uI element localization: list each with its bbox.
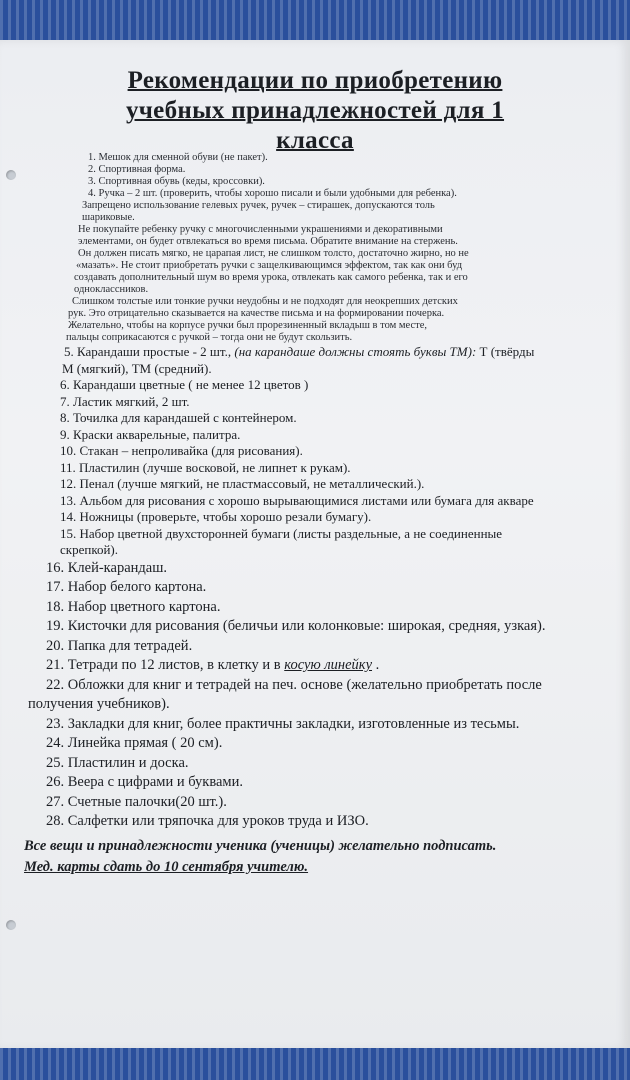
title-line-3: класса bbox=[276, 127, 354, 154]
list-item: 10. Стакан – непроливайка (для рисования). bbox=[60, 443, 303, 458]
list-item: одноклассников. bbox=[74, 284, 149, 295]
list-item: создавать дополнительный шум во время урока, отвлекать как самого ребенка, так и его bbox=[74, 272, 468, 283]
list-item: Запрещено использование гелевых ручек, ручек – стирашек, допускаются толь bbox=[82, 200, 435, 211]
list-item: Он должен писать мягко, не царапая лист, не слишком толсто, достаточно жирно, но не bbox=[78, 248, 469, 259]
document-page bbox=[0, 40, 630, 1050]
list-item-5: 5. Карандаши простые - 2 шт., (на карандаше должны стоять буквы ТМ): Т (твёрды bbox=[64, 344, 535, 359]
footer-line-1: Все вещи и принадлежности ученика (ученицы) желательно подписать. bbox=[24, 837, 497, 854]
title-line-2: учебных принадлежностей для 1 bbox=[125, 97, 505, 124]
punch-hole bbox=[6, 920, 16, 930]
list-item: 18. Набор цветного картона. bbox=[46, 598, 221, 615]
list-item: Не покупайте ребенку ручку с многочисленными украшениями и декоративными bbox=[78, 224, 443, 235]
list-item: пальцы соприкасаются с ручкой – тогда они не будут скользить. bbox=[66, 332, 353, 343]
list-item: 16. Клей-карандаш. bbox=[46, 559, 167, 576]
list-item: «мазать». Не стоит приобретать ручки с защелкивающимся эффектом, так как они буд bbox=[76, 260, 463, 271]
list-item: 14. Ножницы (проверьте, чтобы хорошо резали бумагу). bbox=[60, 509, 372, 524]
list-item: 13. Альбом для рисования с хорошо вырывающимися листами или бумага для акваре bbox=[60, 492, 534, 508]
list-item: 20. Папка для тетрадей. bbox=[46, 637, 193, 654]
footer-notes bbox=[24, 836, 624, 878]
list-item: 4. Ручка – 2 шт. (проверить, чтобы хорошо писали и были удобными для ребенка). bbox=[88, 188, 457, 199]
list-item: Слишком толстые или тонкие ручки неудобны и не подходят для неокрепших детских bbox=[72, 296, 458, 307]
list-item: 6. Карандаши цветные ( не менее 12 цветов ) bbox=[60, 377, 309, 392]
list-item: скрепкой). bbox=[60, 542, 119, 557]
list-item: 7. Ластик мягкий, 2 шт. bbox=[60, 393, 190, 409]
list-item: 28. Салфетки или тряпочка для уроков труда и ИЗО. bbox=[46, 813, 369, 829]
list-item-21: 21. Тетради по 12 листов, в клетку и в косую линейку . bbox=[46, 657, 380, 673]
list-item: 19. Кисточки для рисования (беличьи или колонковые: широкая, средняя, узкая). bbox=[46, 618, 546, 634]
list-item: 8. Точилка для карандашей с контейнером. bbox=[60, 410, 297, 425]
list-item: получения учебников). bbox=[28, 696, 170, 712]
list-item: 23. Закладки для книг, более практичны закладки, изготовленные из тесьмы. bbox=[46, 715, 520, 732]
footer-line-2: Мед. карты сдать до 10 сентября учителю. bbox=[24, 858, 309, 875]
list-item: 24. Линейка прямая ( 20 см). bbox=[46, 735, 223, 751]
list-block-small bbox=[60, 152, 624, 344]
list-item: 3. Спортивная обувь (кеды, кроссовки). bbox=[88, 176, 265, 187]
document-title bbox=[0, 66, 630, 156]
list-item: 11. Пластилин (лучше восковой, не липнет к рукам). bbox=[60, 459, 351, 475]
punch-hole bbox=[6, 170, 16, 180]
list-item: М (мягкий), ТМ (средний). bbox=[62, 360, 212, 376]
binder-edge-bottom bbox=[0, 1048, 630, 1080]
supply-list bbox=[24, 152, 624, 878]
list-item: 2. Спортивная форма. bbox=[88, 164, 186, 175]
list-block-big bbox=[28, 559, 624, 832]
list-item: 12. Пенал (лучше мягкий, не пластмассовый, не металлический.). bbox=[60, 476, 425, 491]
list-item: элементами, он будет отвлекаться во время письма. Обратите внимание на стержень. bbox=[78, 236, 458, 247]
list-item: 22. Обложки для книг и тетрадей на печ. основе (желательно приобретать после bbox=[46, 676, 542, 693]
list-item: Желательно, чтобы на корпусе ручки был прорезиненный вкладыш в том месте, bbox=[68, 320, 427, 331]
list-item: рук. Это отрицательно сказывается на качестве письма и на формировании почерка. bbox=[68, 308, 445, 319]
list-block-mid bbox=[60, 344, 624, 559]
list-item: 26. Веера с цифрами и буквами. bbox=[46, 774, 243, 790]
list-item: 1. Мешок для сменной обуви (не пакет). bbox=[88, 152, 268, 163]
list-item: 17. Набор белого картона. bbox=[46, 579, 207, 595]
binder-edge-top bbox=[0, 0, 630, 42]
title-line-1: Рекомендации по приобретению bbox=[127, 67, 503, 94]
list-item: 25. Пластилин и доска. bbox=[46, 754, 189, 771]
list-item: 27. Счетные палочки(20 шт.). bbox=[46, 793, 227, 810]
list-item: шариковые. bbox=[82, 212, 135, 223]
list-item: 9. Краски акварельные, палитра. bbox=[60, 426, 241, 442]
list-item: 15. Набор цветной двухсторонней бумаги (листы раздельные, а не соединенные bbox=[60, 525, 503, 541]
